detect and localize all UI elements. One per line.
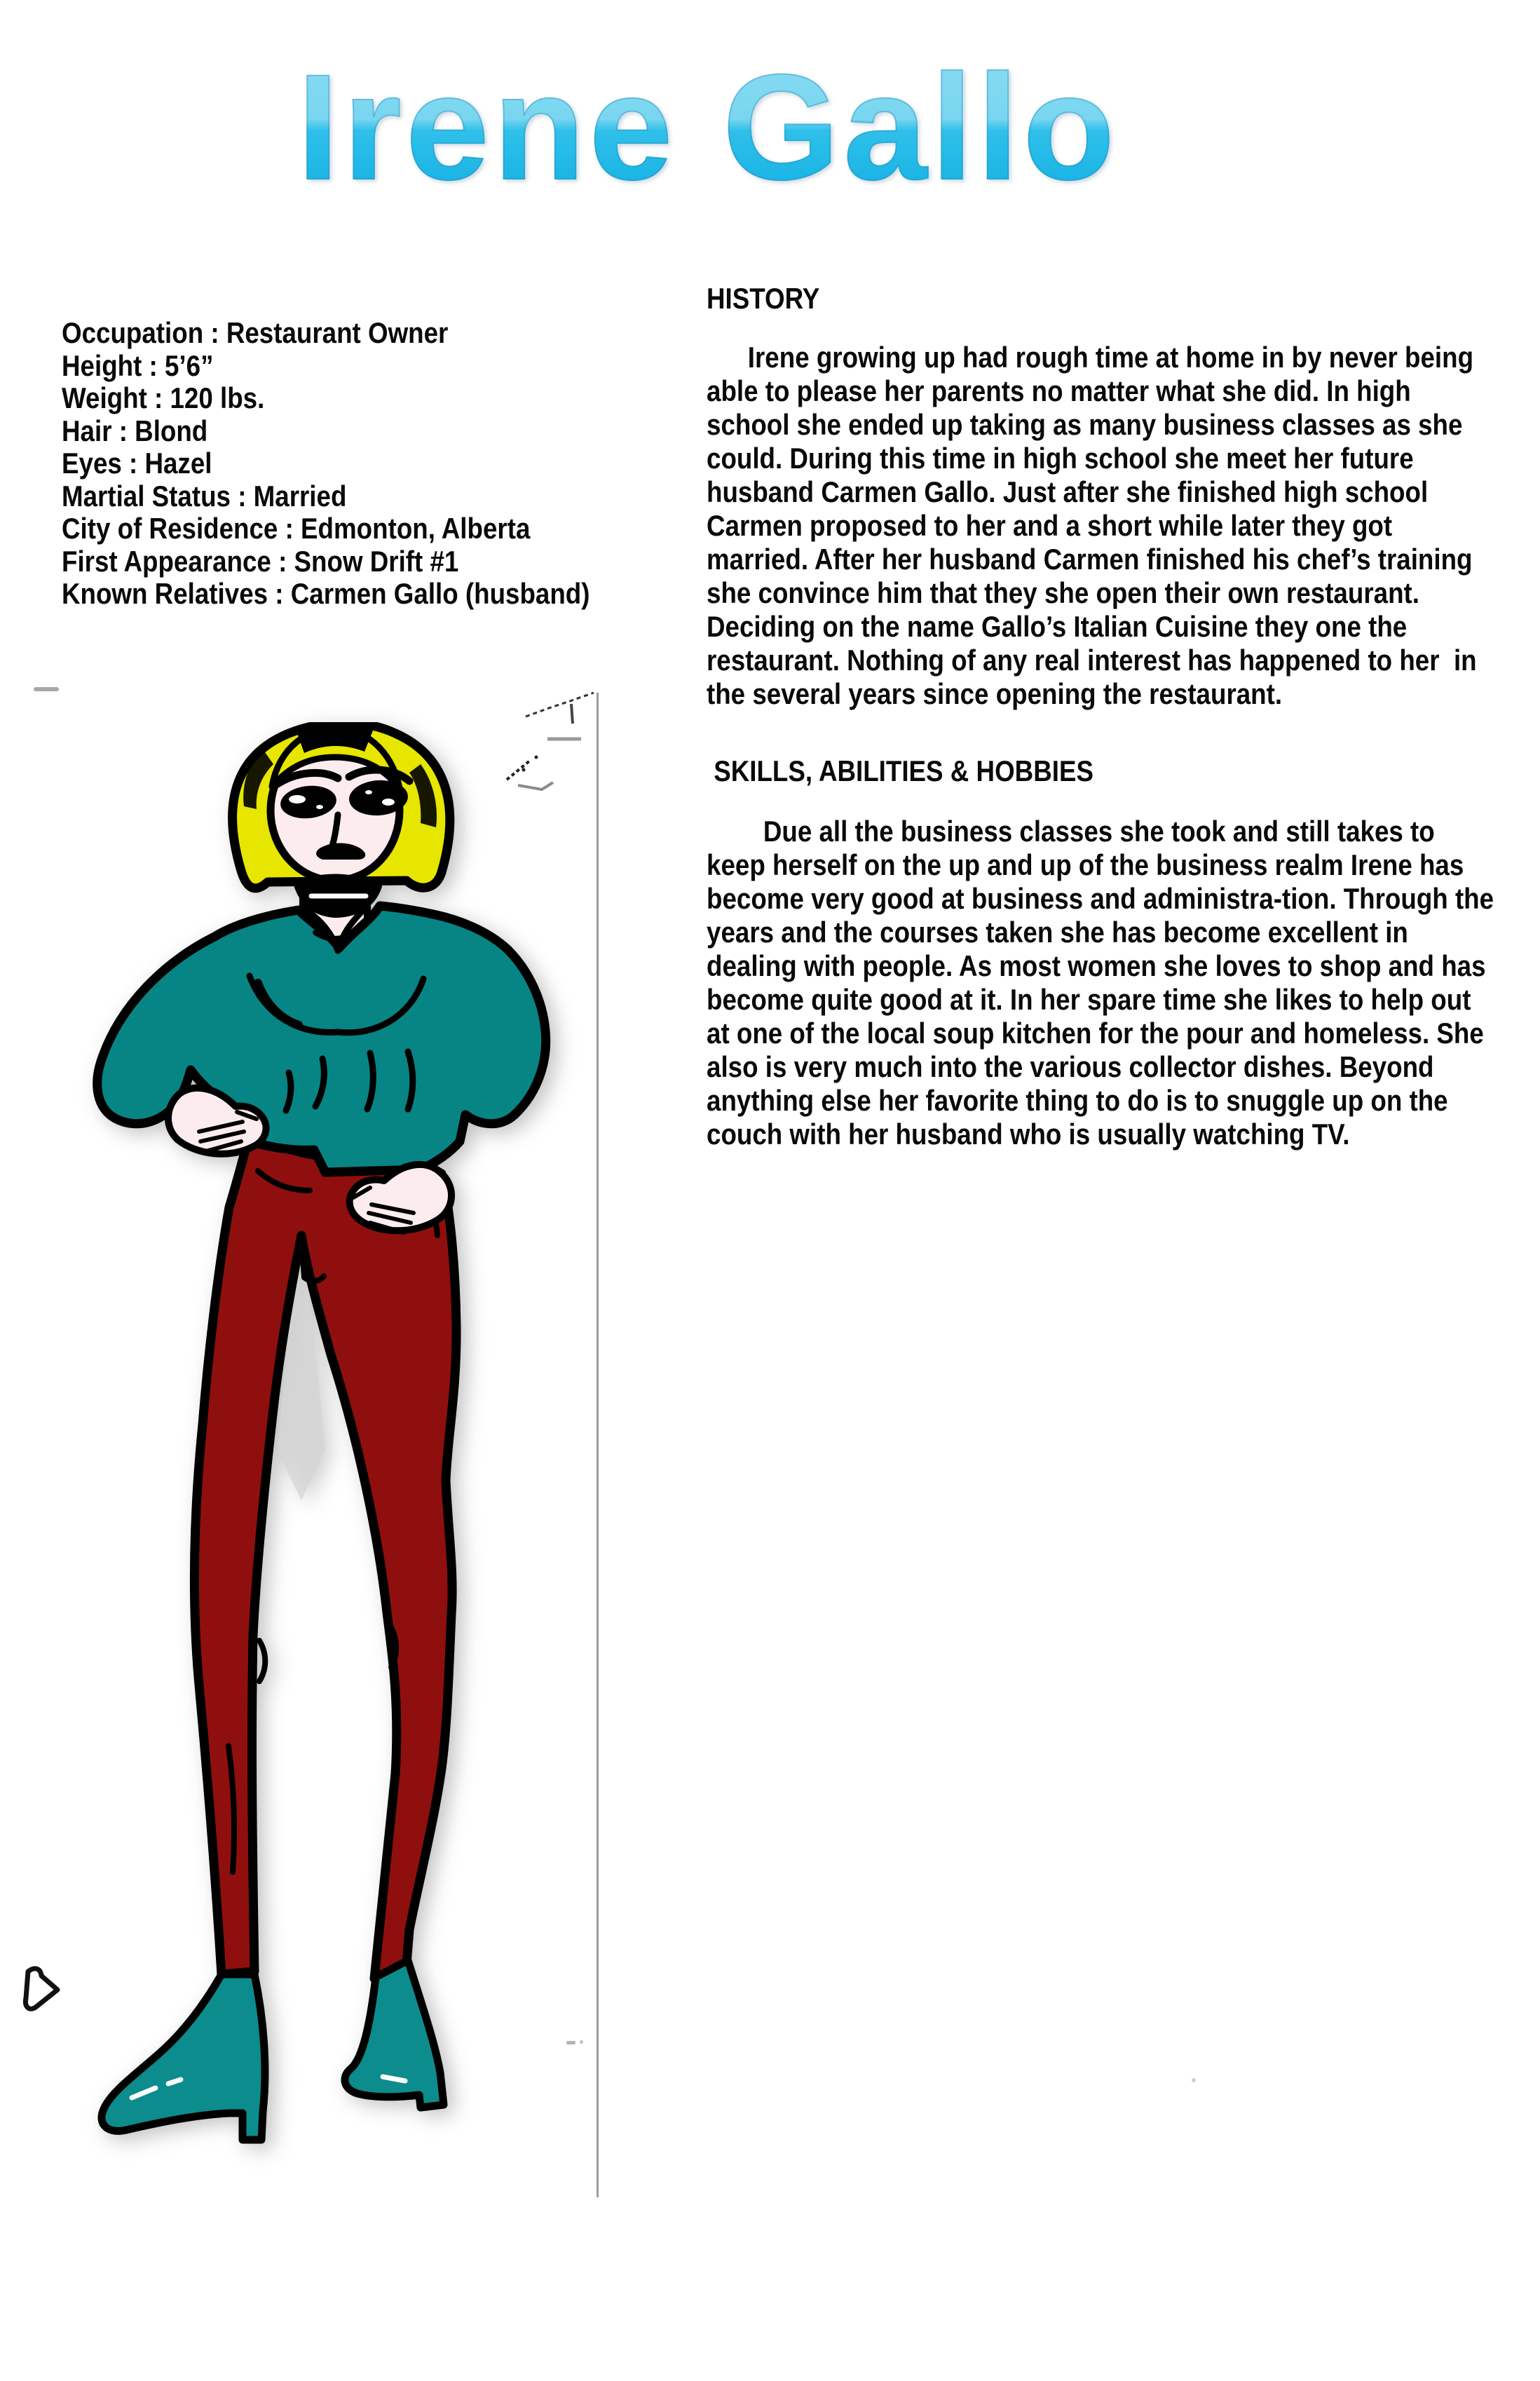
profile-stats [62, 317, 763, 611]
profile-field-value: Hazel [144, 447, 212, 480]
profile-field-value: 5’6” [164, 348, 214, 382]
bio-column [707, 282, 1499, 1151]
profile-field-value: Snow Drift #1 [294, 544, 459, 578]
profile-field-row [62, 545, 767, 578]
profile-field-label: Eyes [62, 447, 122, 480]
character-illustration [91, 722, 554, 2152]
scan-artifact-speck [580, 2040, 583, 2044]
scan-artifact-arrow [20, 1963, 69, 2019]
profile-field-label: Martial Status [62, 479, 231, 513]
field-separator: : [203, 316, 226, 349]
scan-artifact-dash [34, 687, 59, 691]
scan-artifact-speck [566, 2041, 575, 2044]
profile-field-value: 120 lbs. [170, 381, 265, 414]
history-heading: HISTORY [707, 282, 820, 315]
history-paragraph: Irene growing up had rough time at home in by never being able to please her parents no matter what she did. In high school she ended up taking as many business classes as she could. During this time in high school she meet her future husband Carmen Gallo. Just after she finished high school Carmen proposed to her and a short while later they got married. After her husband Carmen finished his chef’s training she convince him that they she open their own restaurant. Deciding on the name Gallo’s Italian Cuisine they one the restaurant. Nothing of any real interest has happened to her in the several years since opening the restaurant. [707, 341, 1484, 710]
field-separator: : [142, 348, 165, 382]
profile-field-label: First Appearance [62, 544, 271, 578]
right-boot [345, 1960, 444, 2108]
profile-field-row [62, 578, 767, 611]
profile-field-value: Blond [135, 414, 208, 447]
character-illustration-svg [91, 722, 554, 2152]
profile-field-label: Occupation [62, 316, 204, 349]
profile-field-row [62, 480, 767, 513]
profile-field-value: Married [253, 479, 347, 513]
field-separator: : [146, 381, 170, 414]
field-separator: : [268, 577, 291, 610]
scanned-divider-line [597, 693, 599, 2197]
profile-field-row [62, 447, 767, 480]
profile-field-value: Restaurant Owner [226, 316, 449, 349]
field-separator: : [111, 414, 135, 447]
profile-field-row [62, 513, 767, 545]
page-title: Irene Gallo [297, 43, 1119, 211]
scan-artifact-scratches [487, 687, 610, 806]
profile-field-label: Hair [62, 414, 112, 447]
field-separator: : [230, 479, 254, 513]
profile-field-row [62, 382, 767, 415]
scan-artifact-speck [1192, 2078, 1196, 2082]
field-separator: : [121, 447, 145, 480]
profile-field-row [62, 317, 767, 350]
left-boot [102, 1974, 265, 2140]
profile-field-label: City of Residence [62, 512, 278, 545]
field-separator: : [278, 512, 301, 545]
skills-heading: SKILLS, ABILITIES & HOBBIES [707, 754, 1093, 787]
profile-field-row [62, 415, 767, 448]
field-separator: : [271, 544, 294, 578]
skills-paragraph: Due all the business classes she took and still takes to keep herself on the up and up of the business realm Irene has become very good at business and administra-tion. Through the years and the courses taken she has become excellent in dealing with people. As most women she loves to shop and has become quite good at it. In her spare time she likes to help out at one of the local soup kitchen for the pour and homeless. She also is very much into the various collector dishes. Beyond anything else her favorite thing to do is to snuggle up on the couch with her husband who is usually watching TV. [707, 815, 1501, 1151]
profile-field-value: Carmen Gallo (husband) [290, 577, 590, 610]
profile-field-label: Height [62, 348, 142, 382]
profile-field-label: Weight [62, 381, 147, 414]
profile-field-label: Known Relatives [62, 577, 268, 610]
profile-field-row [62, 350, 767, 383]
profile-field-value: Edmonton, Alberta [301, 512, 531, 545]
sweater [97, 906, 546, 1172]
